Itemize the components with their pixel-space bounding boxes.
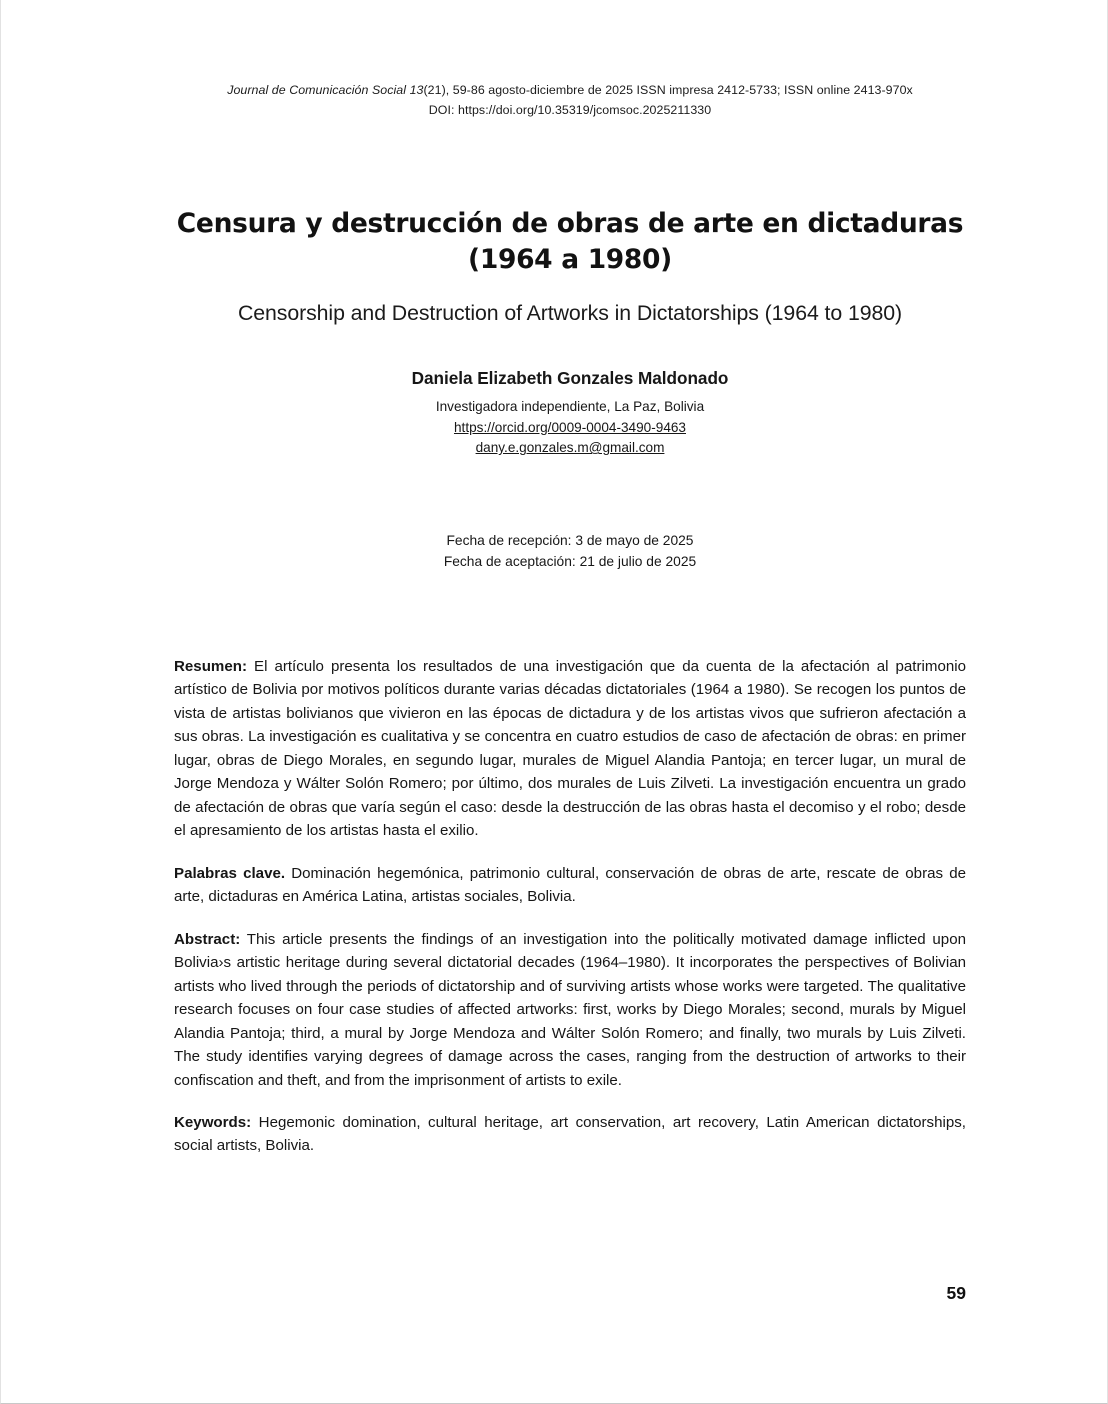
submission-dates [174,530,966,573]
abstract-spanish-label: Resumen: [174,658,247,675]
running-head [141,80,999,120]
journal-name: Journal de Comunicación Social 13 [227,83,424,97]
journal-issue-info: (21), 59-86 agosto-diciembre de 2025 ISSN impresa 2412-5733; ISSN online 2413-970x [423,83,913,97]
page-subtitle: Censorship and Destruction of Artworks in Dictatorships (1964 to 1980) [237,301,903,325]
author-block [174,367,966,459]
date-received: Fecha de recepción: 3 de mayo de 2025 [446,533,694,548]
author-orcid-link[interactable]: https://orcid.org/0009-0004-3490-9463 [453,419,686,435]
abstract-body [174,655,966,1158]
author-name: Daniela Elizabeth Gonzales Maldonado [411,368,729,388]
keywords-english-text: Hegemonic domination, cultural heritage, art conservation, art recovery, Latin American dictatorships, social artists, Bolivia. [174,1113,966,1155]
abstract-spanish [174,655,966,843]
abstract-spanish-text: El artículo presenta los resultados de una investigación que da cuenta de la afectación al patrimonio artístico de Bolivia por motivos políticos durante varias décadas dictatoriales (1964 a 1980). Se recogen los puntos de vista de artistas bolivianos que vivieron en las épocas de dictadura y de los artistas vivos que sufrieron afectación a sus obras. La investigación es cualitativa y se concentra en cuatro estudios de caso de afectación de obras: en primer lugar, obras de Diego Morales, en segundo lugar, murales de Miguel Alandia Pantoja; en tercer lugar, un mural de Jorge Mendoza y Wálter Solón Romero; por último, dos murales de Luis Zilveti. La investigación encuentra un grado de afectación de obras que varía según el caso: desde la destrucción de las obras hasta el decomiso y el robo; desde el apresamiento de los artistas hasta el exilio. [174,658,966,840]
page-number: 59 [946,1283,966,1303]
keywords-spanish-text: Dominación hegemónica, patrimonio cultural, conservación de obras de arte, rescate de obras de arte, dictaduras en América Latina, artistas sociales, Bolivia. [174,864,966,906]
doi-line[interactable]: DOI: https://doi.org/10.35319/jcomsoc.2025211330 [428,103,712,118]
page-title: Censura y destrucción de obras de arte en dictaduras (1964 a 1980) [176,208,964,275]
author-affiliation: Investigadora independiente, La Paz, Bolivia [435,399,705,415]
author-email-link[interactable]: dany.e.gonzales.m@gmail.com [475,440,665,456]
abstract-english-label: Abstract: [174,930,241,948]
page-content-area [174,0,966,1403]
keywords-english [174,1111,966,1158]
date-accepted: Fecha de aceptación: 21 de julio de 2025 [443,554,697,570]
keywords-spanish-label: Palabras clave. [174,864,286,882]
title-block [174,206,966,328]
keywords-spanish [174,862,966,909]
abstract-english [174,928,966,1092]
keywords-english-label: Keywords: [174,1113,252,1131]
abstract-english-text: This article presents the findings of an investigation into the politically motivated damage inflicted upon Bolivia›s artistic heritage during several dictatorial decades (1964–1980). It incorporates the perspectives of Bolivian artists who lived through the periods of dictatorship and of surviving artists whose works were targeted. The qualitative research focuses on four case studies of affected artworks: first, works by Diego Morales; second, murals by Miguel Alandia Pantoja; third, a mural by Jorge Mendoza and Wálter Solón Romero; and finally, two murals by Luis Zilveti. The study identifies varying degrees of damage across the cases, ranging from the destruction of artworks to their confiscation and theft, and from the imprisonment of artists to exile. [174,930,966,1089]
